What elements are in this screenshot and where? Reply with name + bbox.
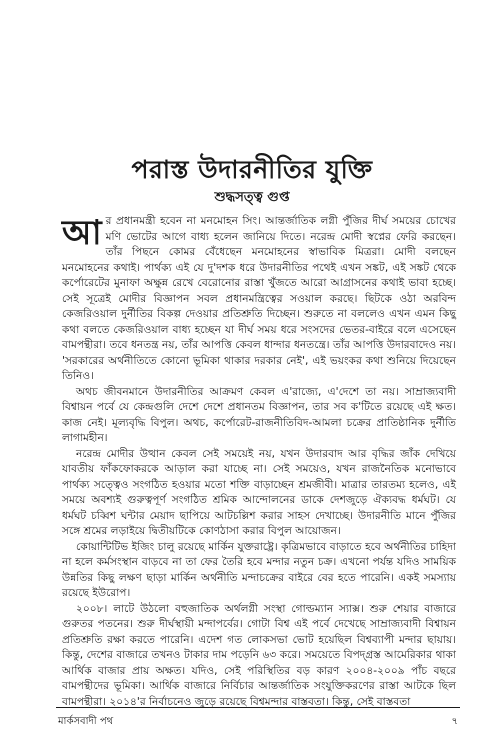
article-author: শুদ্ধসত্ত্ব গুপ্ত [214,190,290,205]
paragraph-3: নরেন্দ্র মোদীর উত্থান কেবল সেই সময়েই নয়, যখন উদারবাদ আর বৃদ্ধির জাঁক দেখিয়ে যাবতীয় ফাঁকফোকরকে আড়াল করা যাচ্ছে না। সেই সময়েও, যখন রাজনৈতিক মনোভাবে পার্থক্য সত্ত্বেও সংগঠিত হওয়ার মতো শক্তি বাড়াচ্ছেন শ্রমজীবী। মাত্রার তারতম্য হলেও, এই সময়ে অবশ্যই গুরুত্বপূর্ণ সংগঠিত শ্রমিক আন্দোলনের ডাকে দেশজুড়ে ঐক্যবদ্ধ ধর্মঘট। যে ধর্মঘট চব্বিশ ঘন্টার মেয়াদ ছাপিয়ে আটচল্লিশ করার সাহস দেখাচ্ছে। উদারনীতি মানে পুঁজির সঙ্গে শ্রমের লড়াইয়ে দ্বিতীয়টিকে কোণঠাসা করার বিপুল আয়োজন। [62,447,456,537]
drop-cap: আ [62,213,102,253]
page-number: ৭ [451,716,458,727]
article-body [62,214,456,710]
paragraph-2: অথচ জীবনমানে উদারনীতির আক্রমণ কেবল এ'রাজ্যে, এ'দেশে তা নয়। সাম্রাজ্যবাদী বিশ্বায়ন পর্বে যে কেন্দ্রগুলি দেশে দেশে প্রধানতম বিজ্ঞাপন, তার সব ক'টিতে রয়েছে এই ক্ষত। কাজ নেই। মূল্যবৃদ্ধি বিপুল। অথচ, কর্পোরেট-রাজনীতিবিদ-আমলা চক্রের প্রাতিষ্ঠানিক দুর্নীতি লাগামহীন। [62,385,456,444]
paragraph-1-text: র প্রধানমন্ত্রী হবেন না মনমোহন সিং। আন্তর্জাতিক লগ্নী পুঁজির দীর্ঘ সময়ের চোখের মণি ভোটের আগে বাধ্য হলেন জানিয়ে দিতে। নরেন্দ্র মোদী স্বপ্নের ফেরি করছেন। তাঁর পিছনে কোমর বেঁধেছেন মনমোহনের স্বাভাবিক মিত্ররা। মোদী বলছেন মনমোহনের কথাই। পার্থক্য এই যে দু'দশক ধরে উদারনীতির পথেই এখন সঙ্কট, এই সঙ্কট থেকে কর্পোরেটের মুনাফা অক্ষুন্ন রেখে বেরোনোর রাস্তা খুঁজতে আরো আগ্রাসনের কথাই ভাবা হচ্ছে। সেই সূত্রেই মোদীর বিজ্ঞাপন সবল প্রধানমন্ত্রিত্বের সওয়াল করছে। ছিটকে ওঠা অরবিন্দ কেজরিওয়াল দুর্নীতির বিকল্প দেওয়ার প্রতিশ্রুতি দিচ্ছেন। শুরুতে না বললেও এখন এমন কিছু কথা বলতে কেজরিওয়াল বাধ্য হচ্ছেন যা দীর্ঘ সময় ধরে সংসদের ভেতর-বাইরে বলে এসেছেন বামপন্থীরা। তবে ধনতন্ত্র নয়, তাঁর আপত্তি কেবল ধান্দার ধনতন্ত্রে। তাঁর আপত্তি উদারবাদেও নয়। 'সরকারের অর্থনীতিতে কোনো ভূমিকা থাকার দরকার নেই', এই ভয়ংকর কথা শুনিয়ে দিয়েছেন তিনিও। [62,215,456,382]
paragraph-4: কোয়ান্টিটিভ ইজিং চালু রয়েছে মার্কিন যুক্তরাষ্ট্রে। কৃত্রিমভাবে বাড়াতে হবে অর্থনীতির চাহিদা না হলে কর্মসংস্থান বাড়বে না তা ফের তৈরি হবে মন্দার নতুন চক্র। এখনো পর্যন্ত যদিও সাময়িক উন্নতির কিছু লক্ষণ ছাড়া মার্কিন অর্থনীতি মন্দাচক্রের বাইরে বের হতে পারেনি। একই সমস্যায় রয়েছে ইউরোপ। [62,540,456,599]
footer-journal-name: মার্কসবাদী পথ [58,716,114,727]
paragraph-1 [62,214,456,385]
article-title: পরাস্ত উদারনীতির যুক্তি [131,155,373,184]
paragraph-5: ২০০৮। লাটে উঠলো বহুজাতিক অর্থলগ্নী সংস্থা গোল্ডম্যান স্যাক্স। শুরু শেয়ার বাজারে গুরুতর পতনের। শুরু দীর্ঘস্থায়ী মন্দাপর্বের। গোটা বিশ্ব এই পর্বে দেখেছে সাম্রাজ্যবাদী বিশ্বায়ন প্রতিশ্রুতি রক্ষা করতে পারেনি। এদেশ গত লোকসভা ভোট হয়েছিল বিশ্বব্যাপী মন্দার ছায়ায়। কিন্তু, দেশের বাজারে তখনও টাকার দাম পড়েনি ৬৩ করে। সময়েতে বিপদ্গ্রস্ত আমেরিকার থাকা আর্থিক বাজার প্রায় অক্ষত। যদিও, সেই পরিস্থিতির বড় কারণ ২০০৪-২০০৯ পাঁচ বছরে বামপন্থীদের ভূমিকা। আর্থিক বাজারে নির্বিচার আন্তর্জাতিক সংযুক্তিকরণের রাস্তা আটকে ছিল বামপন্থীরা। ২০১৪'র নির্বাচনেও জুড়ে রয়েছে বিশ্বমন্দার বাস্তবতা। কিন্তু, সেই বাস্তবতা [62,602,456,708]
footer-divider [56,707,460,708]
